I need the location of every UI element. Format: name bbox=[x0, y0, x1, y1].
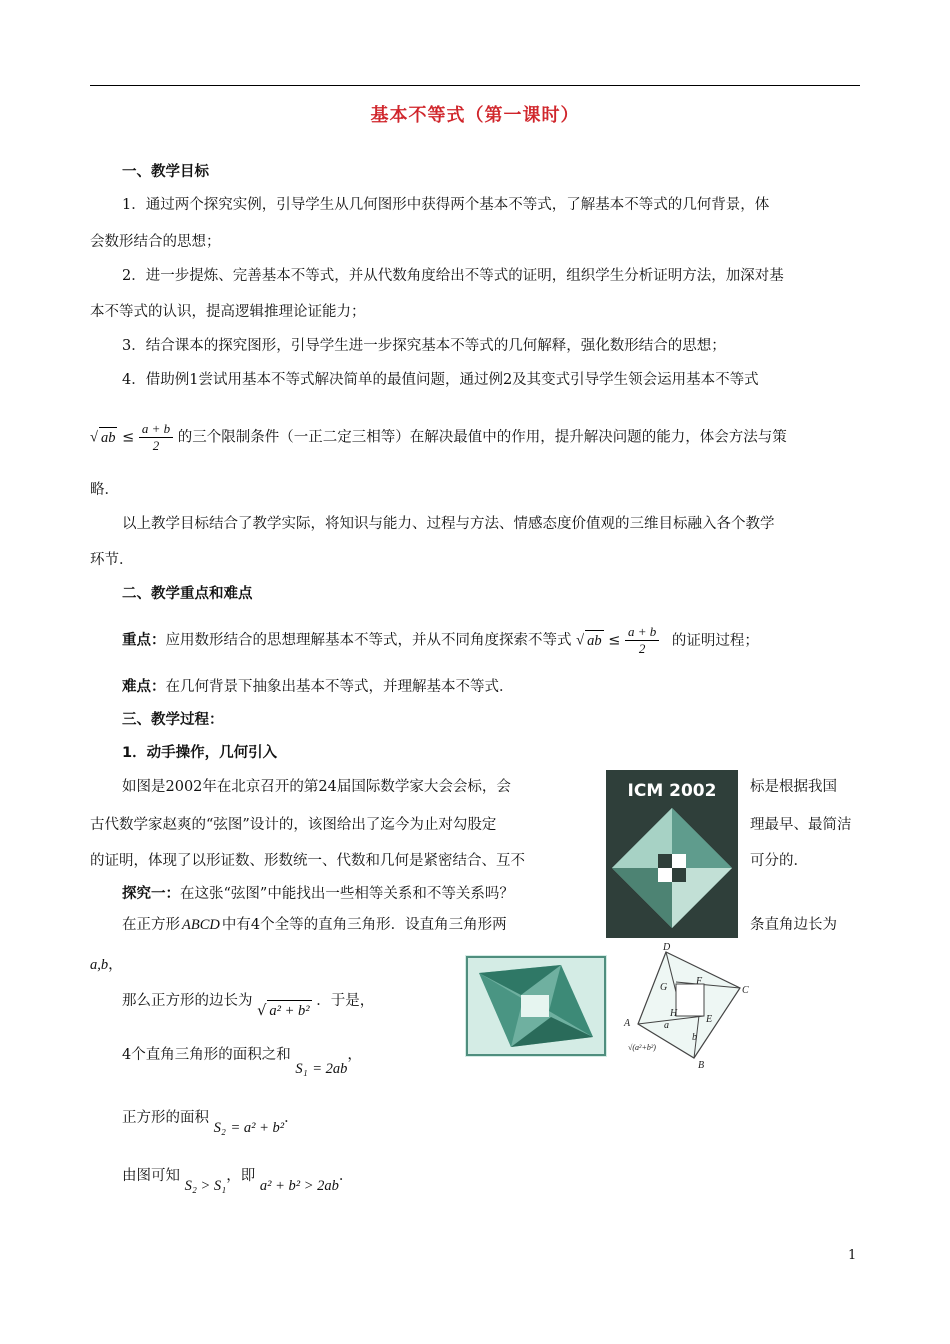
side-length-text: 那么正方形的边长为 bbox=[122, 993, 253, 1009]
area2-line bbox=[122, 1108, 299, 1136]
label-C: C bbox=[742, 985, 749, 996]
square-text-a: 在正方形 bbox=[122, 917, 180, 933]
formula-sqrt-ab: ab bbox=[99, 427, 118, 448]
section-heading-goals: 一、教学目标 bbox=[122, 164, 209, 180]
conclusion-line bbox=[122, 1166, 354, 1194]
key-leq: ≤ bbox=[608, 632, 621, 649]
intro-line-2-right: 理最早、最简洁 bbox=[750, 817, 852, 833]
explore-label: 探究一： bbox=[122, 886, 180, 902]
label-E: E bbox=[706, 1014, 713, 1025]
key-point-tail: 的证明过程； bbox=[671, 632, 759, 649]
label-b: b bbox=[692, 1032, 697, 1043]
section-heading-keypoints: 二、教学重点和难点 bbox=[122, 586, 253, 602]
label-A: A bbox=[624, 1018, 631, 1029]
key-point-label: 重点： bbox=[122, 632, 166, 649]
key-fraction-denominator: 2 bbox=[638, 641, 646, 656]
square-text-b: 中有4个全等的直角三角形．设直角三角形两 bbox=[221, 917, 507, 933]
difficulty-label: 难点： bbox=[122, 679, 166, 695]
goal-1-line-2: 会数形结合的思想； bbox=[90, 234, 221, 250]
goal-4-line-3: 略． bbox=[90, 482, 119, 498]
labeled-square-diagram bbox=[618, 940, 753, 1072]
subheading-hands-on: 1．动手操作，几何引入 bbox=[122, 745, 278, 761]
area1-text: 4个直角三角形的面积之和 bbox=[122, 1047, 291, 1063]
legs-comma: ， bbox=[108, 957, 123, 973]
icm-2002-logo-image bbox=[606, 770, 738, 938]
side-length-formula: a² + b² bbox=[267, 1000, 311, 1021]
label-B: B bbox=[698, 1060, 705, 1071]
square-line-left bbox=[122, 915, 507, 935]
label-H: H bbox=[670, 1008, 678, 1019]
goal-1-text: 1．通过两个探究实例，引导学生从几何图形中获得两个基本不等式，了解基本不等式的几何背景，体 bbox=[122, 197, 770, 213]
goal-4-text: 的三个限制条件（一正二定三相等）在解决最值中的作用，提升解决问题的能力，体会方法与策 bbox=[177, 429, 787, 446]
conclusion-ineq-1: S₂ > S₁ bbox=[184, 1178, 227, 1194]
conclusion-ineq-2: a² + b² > 2ab bbox=[259, 1178, 339, 1194]
goal-2-line-1: 2．进一步提炼、完善基本不等式，并从代数角度给出不等式的证明，组织学生分析证明方法，加深对基 bbox=[122, 268, 784, 284]
formula-leq: ≤ bbox=[122, 429, 135, 446]
label-hypotenuse: √(a²+b²) bbox=[628, 1043, 656, 1052]
area2-tail: ． bbox=[284, 1110, 299, 1126]
label-F: F bbox=[696, 976, 703, 987]
fraction-denominator: 2 bbox=[152, 438, 160, 453]
side-length-line: 那么正方形的边长为 √ a² + b² ．于是， bbox=[122, 993, 375, 1019]
summary-line-2: 环节． bbox=[90, 552, 134, 568]
section-heading-process: 三、教学过程： bbox=[122, 712, 224, 728]
goal-4-line-1: 4．借助例1尝试用基本不等式解决简单的最值问题，通过例2及其变式引导学生领会运用基本不等式 bbox=[122, 372, 759, 388]
explore-text: 在这张“弦图”中能找出一些相等关系和不等关系吗？ bbox=[180, 886, 514, 902]
area2-text: 正方形的面积 bbox=[122, 1110, 209, 1126]
label-a: a bbox=[664, 1020, 669, 1031]
goal-3: 3．结合课本的探究图形，引导学生进一步探究基本不等式的几何解释，强化数形结合的思想； bbox=[122, 338, 726, 354]
area2-lhs: S₂ bbox=[213, 1120, 226, 1136]
difficulty-text: 在几何背景下抽象出基本不等式，并理解基本不等式． bbox=[165, 679, 514, 695]
key-sqrt-ab: ab bbox=[585, 630, 604, 651]
conclusion-tail: ． bbox=[338, 1168, 354, 1184]
intro-line-1-right: 标是根据我国 bbox=[750, 779, 837, 795]
key-point-text: 应用数形结合的思想理解基本不等式，并从不同角度探索不等式 bbox=[165, 632, 572, 649]
explore-line bbox=[122, 884, 514, 904]
intro-line-3-left: 的证明，体现了以形证数、形数统一、代数和几何是紧密结合、互不 bbox=[90, 853, 525, 869]
intro-line-3-right: 可分的． bbox=[750, 853, 808, 869]
area1-tail: ， bbox=[347, 1047, 362, 1063]
area1-rhs: = 2ab bbox=[312, 1061, 348, 1077]
area1-line bbox=[122, 1045, 362, 1077]
icm-logo-text: ICM 2002 bbox=[627, 781, 717, 801]
header-rule bbox=[90, 85, 860, 86]
conclusion-mid: ，即 bbox=[226, 1168, 256, 1184]
summary-line-1: 以上教学目标结合了教学实际，将知识与能力、过程与方法、情感态度价值观的三维目标融入各个教学 bbox=[122, 516, 775, 532]
label-G: G bbox=[660, 982, 668, 993]
goal-4-line-2: √ ab ≤ $\frac{a + b}{2}$ 的三个限制条件（一正二定三相等）在解决最值中的作用，提升解决问题的能力，体会方法与策 bbox=[90, 421, 787, 453]
conclusion-text: 由图可知 bbox=[122, 1168, 180, 1184]
page-number: 1 bbox=[848, 1248, 857, 1263]
square-line-right: 条直角边长为 bbox=[750, 917, 837, 933]
legs-symbols: a,b bbox=[90, 957, 109, 973]
goal-2-line-2: 本不等式的认识，提高逻辑推理论证能力； bbox=[90, 304, 366, 320]
goal-1-line-1 bbox=[122, 195, 860, 215]
string-diagram-image bbox=[465, 955, 607, 1057]
fraction-numerator: a + b bbox=[139, 421, 173, 438]
side-length-tail: ．于是， bbox=[316, 993, 375, 1009]
area2-rhs: = a² + b² bbox=[230, 1120, 285, 1136]
intro-line-1-left: 如图是2002年在北京召开的第24届国际数学家大会会标，会 bbox=[122, 779, 511, 795]
key-fraction-numerator: a + b bbox=[625, 624, 659, 641]
key-point-line: 重点：应用数形结合的思想理解基本不等式，并从不同角度探索不等式 √ ab ≤ $\frac{a + b}{2}$ 的证明过程； bbox=[122, 624, 759, 656]
formula-fraction bbox=[139, 421, 173, 454]
label-D: D bbox=[663, 942, 671, 953]
intro-line-2-left: 古代数学家赵爽的“弦图”设计的，该图给出了迄今为止对勾股定 bbox=[90, 817, 497, 833]
legs-line bbox=[90, 955, 123, 975]
page-title: 基本不等式（第一课时） bbox=[370, 105, 580, 126]
area1-lhs: S₁ bbox=[295, 1061, 308, 1077]
difficulty-line bbox=[122, 677, 514, 697]
key-fraction bbox=[625, 624, 659, 657]
square-name: ABCD bbox=[182, 917, 220, 933]
